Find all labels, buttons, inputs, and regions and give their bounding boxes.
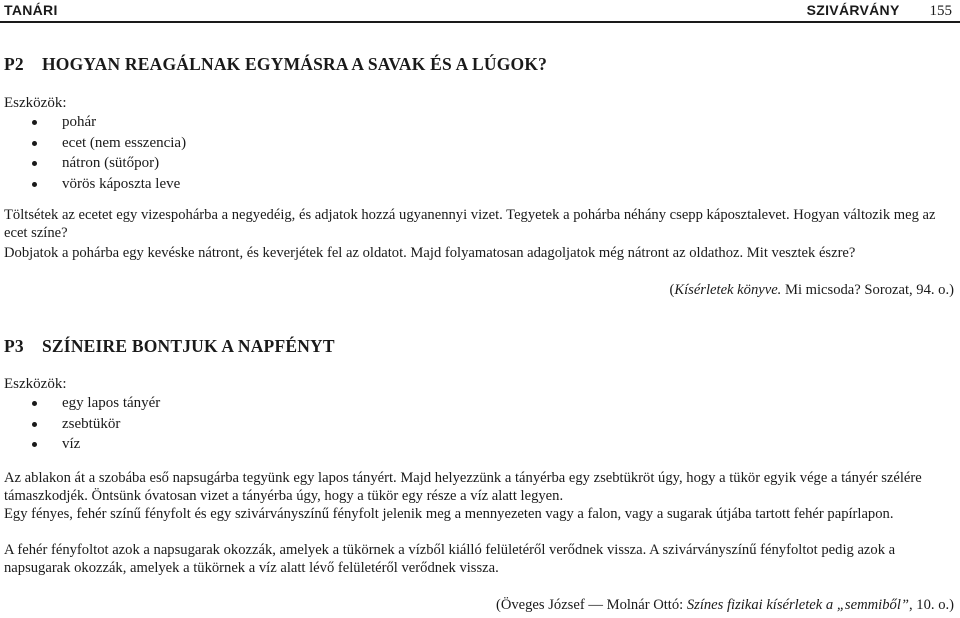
- p3-source-title: Színes fizikai kísérletek a „semmiből”: [686, 597, 909, 613]
- p3-source: [496, 597, 954, 614]
- p2-number: P2: [4, 54, 24, 74]
- header-section-label: TANÁRI: [4, 2, 58, 18]
- header-chapter-title: SZIVÁRVÁNY: [806, 2, 900, 18]
- header-rule: [0, 21, 960, 23]
- p3-number: P3: [4, 336, 24, 356]
- list-item: zsebtükör: [30, 414, 160, 435]
- list-item: pohár: [30, 112, 186, 133]
- p2-title: HOGYAN REAGÁLNAK EGYMÁSRA A SAVAK ÉS A LÚGOK?: [42, 54, 548, 74]
- p3-tools-label: Eszközök:: [4, 376, 67, 392]
- p2-tools-list: [30, 112, 186, 194]
- page-number: 155: [929, 3, 952, 19]
- p2-source: (Kísérletek könyve. Mi micsoda? Sorozat, 94. o.): [669, 282, 954, 298]
- p2-tools-label: Eszközök:: [4, 95, 67, 111]
- p3-source-prefix: (Öveges József — Molnár Ottó:: [495, 597, 687, 613]
- p3-source-rest: , 10. o.): [909, 597, 954, 613]
- list-item: egy lapos tányér: [30, 393, 160, 414]
- p3-heading: [4, 336, 335, 357]
- p2-source-rest: Mi micsoda? Sorozat, 94. o.): [781, 282, 954, 298]
- p2-paragraph-1: Töltsétek az ecetet egy vizespohárba a negyedéig, és adjatok hozzá ugyanennyi vizet. Tegyetek a pohárba néhány csepp káposztalevet. Hogyan változik meg az ecet színe?: [4, 207, 936, 241]
- list-item: vörös káposzta leve: [30, 174, 186, 195]
- p3-title: SZÍNEIRE BONTJUK A NAPFÉNYT: [42, 336, 335, 356]
- header-right: [807, 2, 952, 20]
- page-header: [0, 0, 960, 19]
- list-item: ecet (nem esszencia): [30, 133, 186, 154]
- list-item: nátron (sütőpor): [30, 153, 186, 174]
- p3-paragraph-1: Az ablakon át a szobába eső napsugárba tegyünk egy lapos tányért. Majd helyezzünk a tányérba egy zsebtükröt úgy, hogy a tükör egyik vége a tányér szélére támaszkodjék. Öntsünk óvatosan vizet a tányérba úgy, hogy a tükör egy része a víz alatt legyen.: [4, 470, 922, 504]
- p3-paragraph-2: Egy fényes, fehér színű fényfolt és egy szivárványszínű fényfolt jelenik meg a mennyezeten vagy a falon, vagy a sugarak útjába tartott fehér papírlapon.: [4, 506, 894, 522]
- p3-tools-list: [30, 393, 160, 455]
- p2-paragraph-2: Dobjatok a pohárba egy kevéske nátront, és keverjétek fel az oldatot. Majd folyamatosan adagoljatok még nátront az oldathoz. Mit vesztek észre?: [4, 245, 856, 261]
- p2-source-title: Kísérletek könyve.: [674, 282, 782, 298]
- p2-heading: [4, 54, 547, 75]
- list-item: víz: [30, 434, 160, 455]
- p3-paragraph-3: A fehér fényfoltot azok a napsugarak okozzák, amelyek a tükörnek a vízből kiálló felületéről verődnek vissza. A szivárványszínű fényfoltot pedig azok a napsugarak okozzák, amelyek a tükörnek a víz alatt lévő felületéről verődnek vissza.: [4, 542, 896, 576]
